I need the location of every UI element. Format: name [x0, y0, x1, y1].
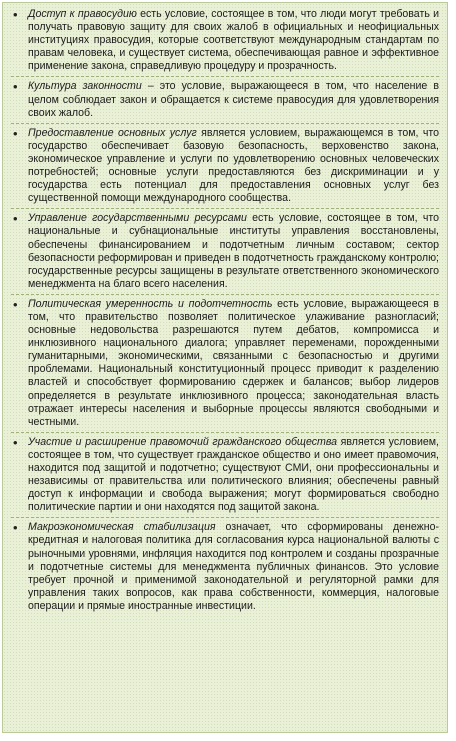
bullet-icon: •	[13, 296, 18, 312]
term: Предоставление основных услуг	[28, 126, 197, 139]
definition-text: есть условие, выражающееся в том, что правительство позволяет политическое улаживание разногласий; основные недовольства разрешаются путем дебатов, компромисса и инклюзивного национального диалога; управляет переменами, порожденными гуманитарными, экономическими, связанными с безопасностью и другими проблемами. Национальный конституционный процесс приводит к разделению властей и способствует формированию сдержек и балансов; выбор лидеров определяется в результате инклюзивного процесса; законодательная власть отражает интересы населения и выборные процессы являются свободными и честными.	[28, 297, 439, 428]
term: Макроэкономическая стабилизация	[28, 521, 216, 534]
bullet-icon: •	[13, 211, 18, 227]
definition-text: есть условие, состоящее в том, что люди могут требовать и получать правовую защиту для своих жалоб в официальных и неофициальных институциях правосудия, которые соответствуют международным стандартам по правам человека, и существует система, обеспечивающая равное и эффективное применение закона, справедливую процедуру и прозрачность.	[28, 8, 440, 73]
bullet-icon: •	[13, 520, 18, 536]
term: Политическая умеренность и подотчетность	[28, 297, 273, 310]
definition-text: является условием, выражающемся в том, что государство обеспечивает базовую безопасность, верховенство закона, экономическое управление и услуги по удовлетворению основных человеческих потребностей; основные услуги предоставляются без дискриминации и у государства есть потенциал для предоставления основных услуг без существенной помощи международного сообщества.	[28, 126, 439, 205]
list-item-macroeconomic-stabilization	[11, 517, 439, 613]
list-item-culture-of-legality	[11, 76, 439, 119]
bullet-icon: •	[13, 434, 18, 450]
list-item-civil-society	[11, 432, 439, 515]
bullet-icon: •	[13, 7, 18, 22]
bullet-icon: •	[13, 79, 18, 95]
definition-text: означает, что сформированы денежно-кредитная и налоговая политика для согласования курса национальной валюты с рыночными уровнями, инфляция находится под контролем и созданы прозрачные и подотчетные системы для менеджмента публичных финансов. Это условие требует прочной и применимой законодательной и регуляторной рамки для управления таких вопросов, как права собственности, коммерция, налоговые операции и прямые иностранные инвестиции.	[28, 521, 440, 612]
definitions-panel	[2, 2, 448, 733]
definitions-list	[11, 8, 439, 613]
term: Культура законности	[28, 80, 142, 93]
term: Доступ к правосудию	[28, 8, 137, 20]
definition-text: является условием, состоящее в том, что существует гражданское общество и оно имеет правомочия, находится под защитой и подотчетно; существуют СМИ, они профессиональны и независимы от правительства или политического влияния; обеспечены равный доступ к информации и свобода выражения; могут формироваться свободно политические партии и они находятся под защитой закона.	[28, 435, 439, 514]
bullet-icon: •	[13, 125, 18, 141]
term: Управление государственными ресурсами	[28, 212, 247, 225]
term: Участие и расширение правомочий гражданского общества	[28, 435, 338, 448]
list-item-access-to-justice	[11, 8, 439, 73]
list-item-resource-management	[11, 208, 439, 291]
definition-text: есть условие, состоящее в том, что национальные и субнациональные институты управления восстановлены, обеспечены финансированием и подотчетным личным составом; сектор безопасности реформирован и приведен в подотчетность гражданскому контролю; государственные ресурсы защищены в результате ответственного экономического менеджмента на благо всего населения.	[28, 212, 439, 290]
definition-text: – это условие, выражающееся в том, что население в целом соблюдает закон и обращается к системе правосудия для удовлетворения своих жалоб.	[28, 80, 439, 119]
list-item-political-moderation	[11, 294, 439, 429]
list-item-basic-services	[11, 123, 439, 206]
